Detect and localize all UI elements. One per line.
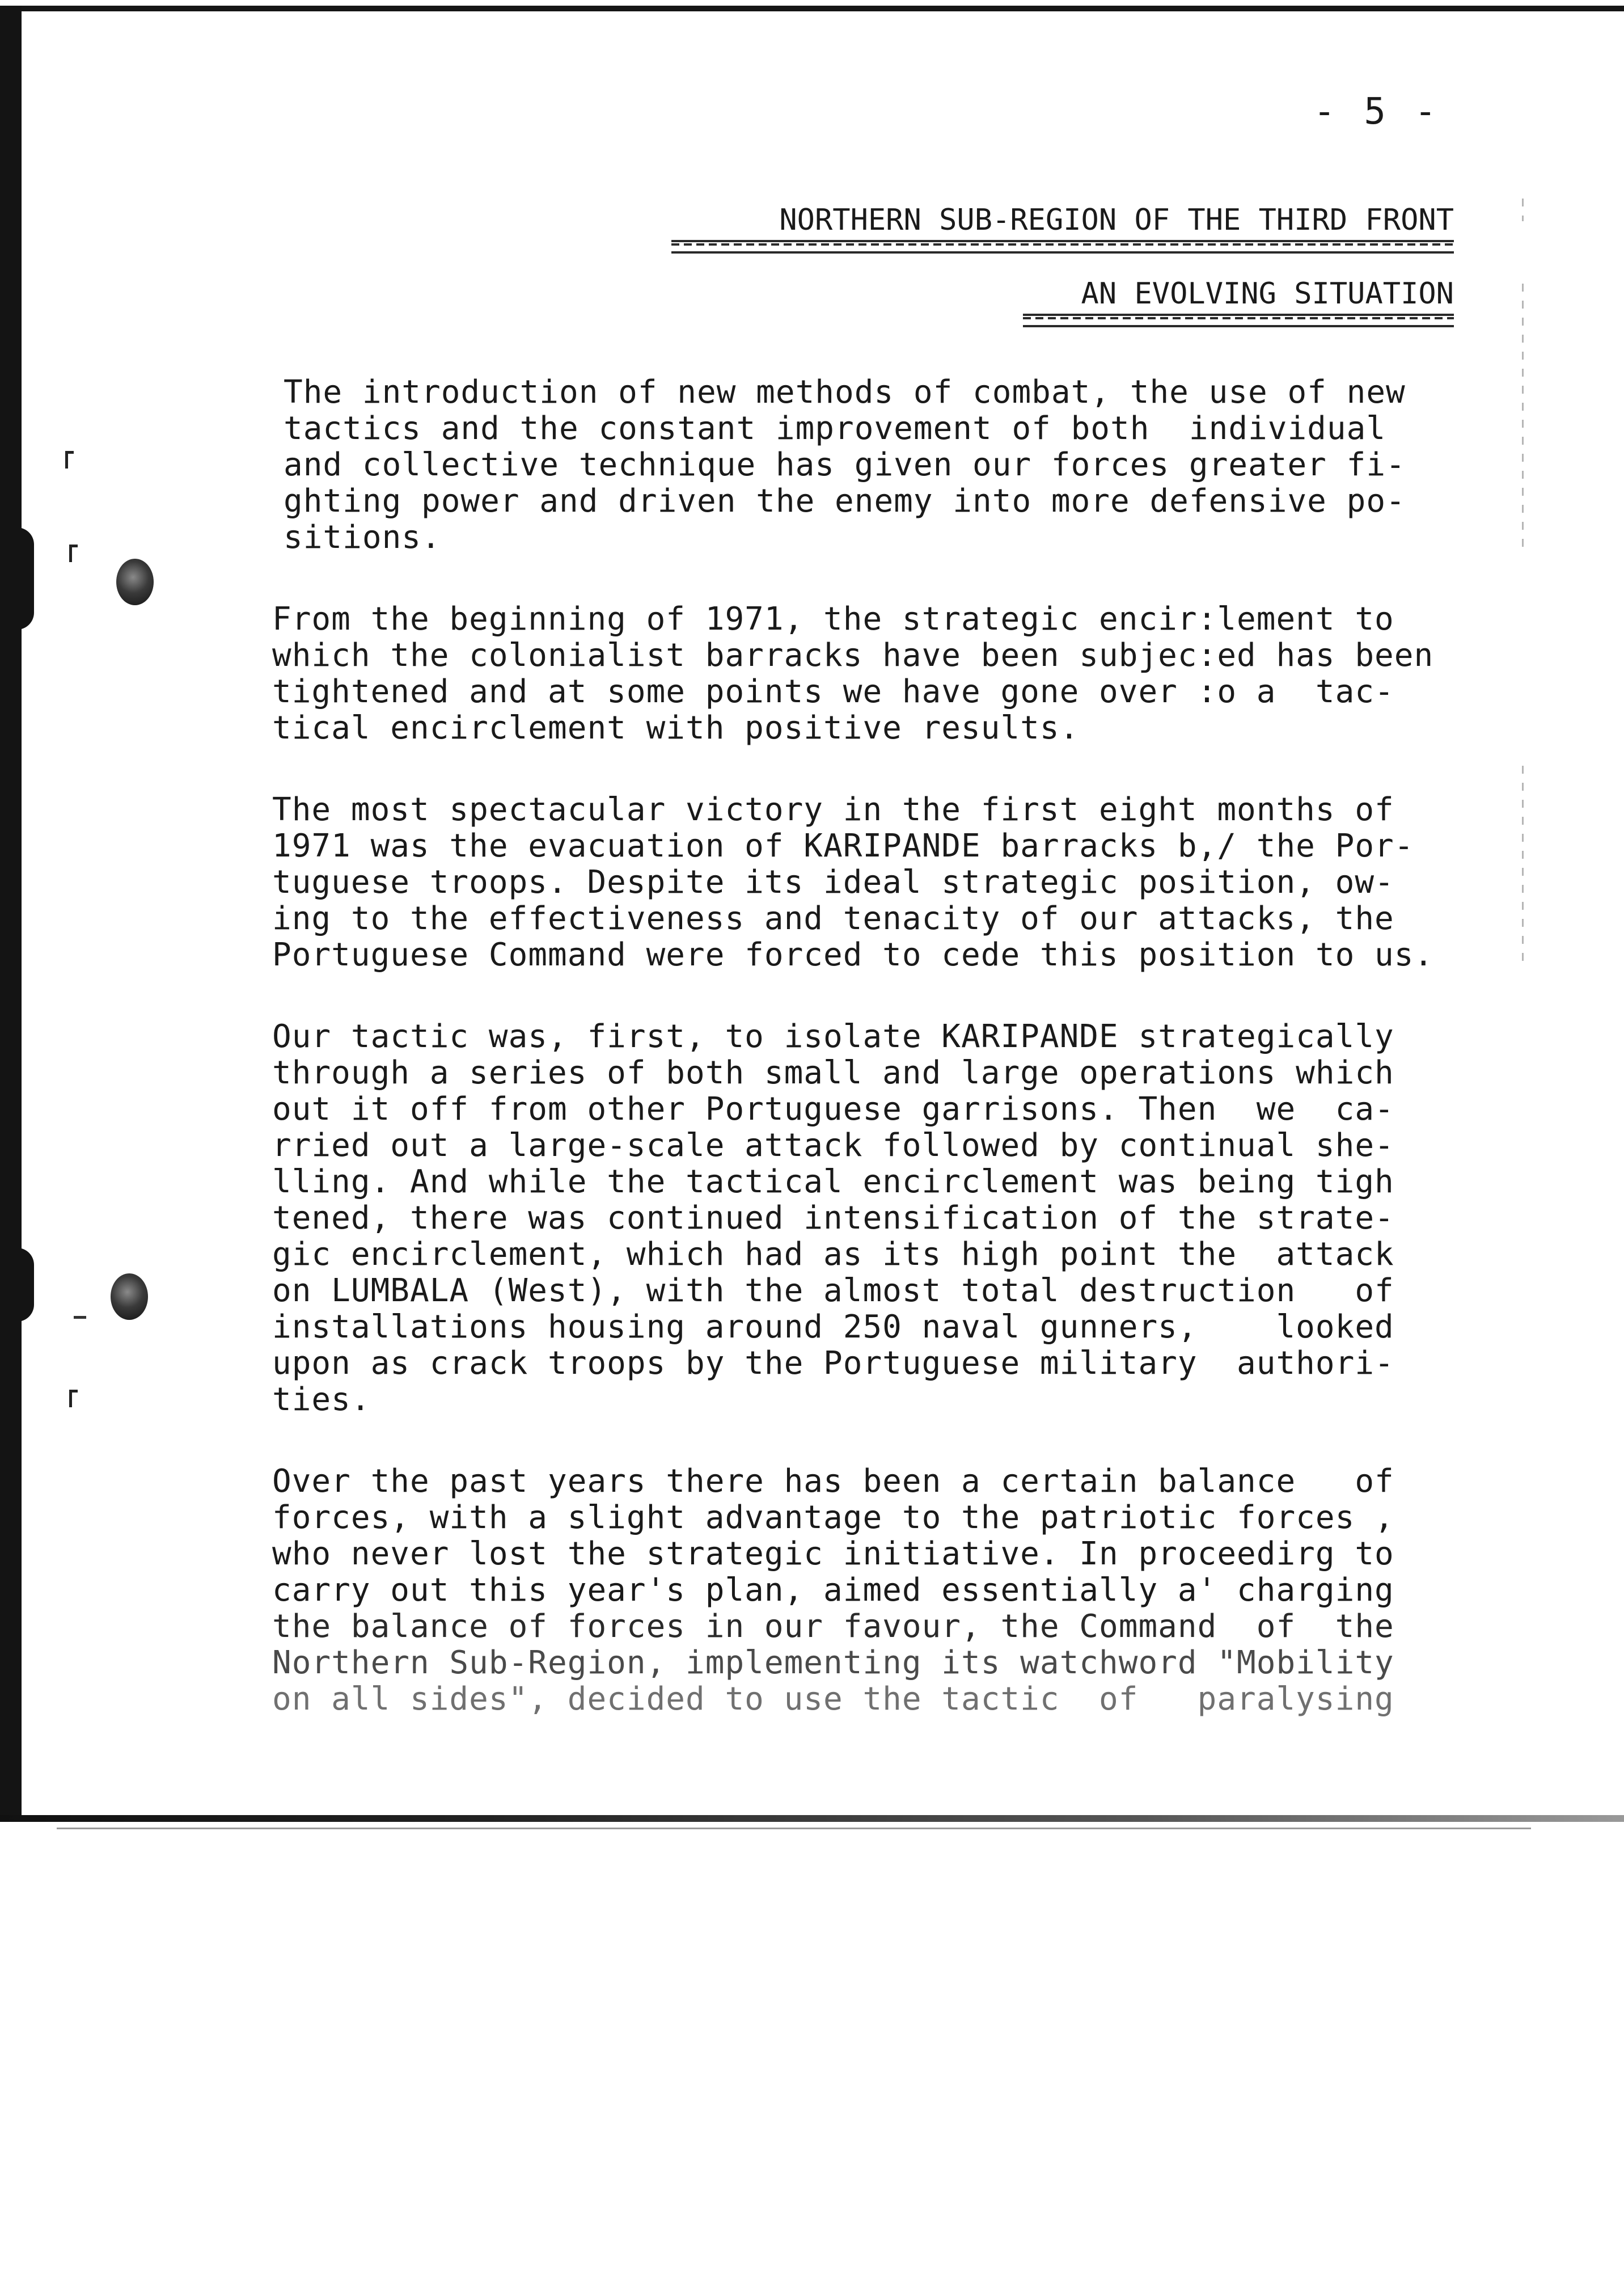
punch-hole <box>111 1273 148 1320</box>
text-line: tened, there was continued intensification of the strate- <box>272 1200 1394 1237</box>
scan-left-binding-mark <box>0 1248 34 1322</box>
text-line: sitions. <box>284 519 441 556</box>
text-line: 1971 was the evacuation of KARIPANDE barracks b,/ the Por- <box>272 828 1414 864</box>
text-line: carry out this year's plan, aimed essentially a' charging <box>272 1572 1394 1609</box>
paragraph <box>272 1019 1457 1418</box>
text-line: the balance of forces in our favour, the Command of the <box>272 1608 1394 1645</box>
margin-tick-mark <box>69 1390 78 1407</box>
text-line: installations housing around 250 naval gunners, looked <box>272 1309 1394 1345</box>
paragraph <box>272 792 1457 973</box>
text-line: through a series of both small and large operations which <box>272 1054 1394 1091</box>
text-line: Our tactic was, first, to isolate KARIPANDE strategically <box>272 1018 1394 1055</box>
text-line: forces, with a slight advantage to the patriotic forces , <box>272 1499 1394 1536</box>
right-margin-artifact <box>1522 766 1524 970</box>
text-line: From the beginning of 1971, the strategic encir:lement to <box>272 601 1394 638</box>
text-line: tical encirclement with positive results. <box>272 710 1080 746</box>
text-line: The introduction of new methods of combat, the use of new <box>284 374 1406 411</box>
text-line: rried out a large-scale attack followed by continual she- <box>272 1127 1394 1164</box>
punch-hole <box>116 559 154 605</box>
section-subtitle-block <box>1023 278 1454 327</box>
scan-bottom-shadow <box>57 1828 1531 1829</box>
text-line: who never lost the strategic initiative. In proceedirg to <box>272 1535 1394 1572</box>
scan-left-border <box>0 6 22 1815</box>
right-margin-artifact <box>1522 284 1524 556</box>
text-line: which the colonialist barracks have been subjec:ed has been <box>272 637 1434 674</box>
margin-dash-mark <box>74 1316 86 1319</box>
text-line: tightened and at some points we have gone over :o a tac- <box>272 673 1394 710</box>
text-line: The most spectacular victory in the first eight months of <box>272 791 1394 828</box>
subtitle-double-underline <box>1023 314 1454 327</box>
scan-bottom-border <box>0 1815 1624 1822</box>
page-number: - 5 - <box>1313 91 1440 133</box>
body-text <box>272 374 1457 1763</box>
paragraph <box>272 601 1457 746</box>
scan-left-binding-mark <box>0 528 34 630</box>
text-line: and collective technique has given our forces greater fi- <box>284 446 1406 483</box>
text-line: lling. And while the tactical encirclement was being tigh <box>272 1163 1394 1200</box>
right-margin-artifact <box>1522 199 1524 221</box>
section-title: NORTHERN SUB-REGION OF THE THIRD FRONT <box>779 203 1454 237</box>
section-subtitle: AN EVOLVING SITUATION <box>1081 277 1454 311</box>
section-title-block <box>671 204 1454 254</box>
text-line: ghting power and driven the enemy into more defensive po- <box>284 483 1406 520</box>
text-line: upon as crack troops by the Portuguese military authori- <box>272 1345 1394 1382</box>
margin-tick-mark <box>69 545 78 562</box>
text-line: ties. <box>272 1381 371 1418</box>
text-line: on all sides", decided to use the tactic of paralysing <box>272 1681 1394 1718</box>
paragraph <box>284 374 1457 556</box>
text-line: Over the past years there has been a certain balance of <box>272 1463 1394 1500</box>
text-line: Northern Sub-Region, implementing its watchword "Mobility <box>272 1644 1394 1681</box>
text-line: Portuguese Command were forced to cede this position to us. <box>272 936 1434 973</box>
text-line: out it off from other Portuguese garrisons. Then we ca- <box>272 1091 1394 1128</box>
text-line: on LUMBALA (West), with the almost total destruction of <box>272 1272 1394 1309</box>
paragraph <box>272 1463 1457 1718</box>
text-line: ing to the effectiveness and tenacity of our attacks, the <box>272 900 1394 937</box>
margin-tick-mark <box>65 451 74 469</box>
text-line: tuguese troops. Despite its ideal strategic position, ow- <box>272 864 1394 901</box>
scan-top-border <box>10 6 1624 11</box>
text-line: gic encirclement, which had as its high point the attack <box>272 1236 1394 1273</box>
title-double-underline <box>671 240 1454 254</box>
text-line: tactics and the constant improvement of both individual <box>284 410 1386 447</box>
